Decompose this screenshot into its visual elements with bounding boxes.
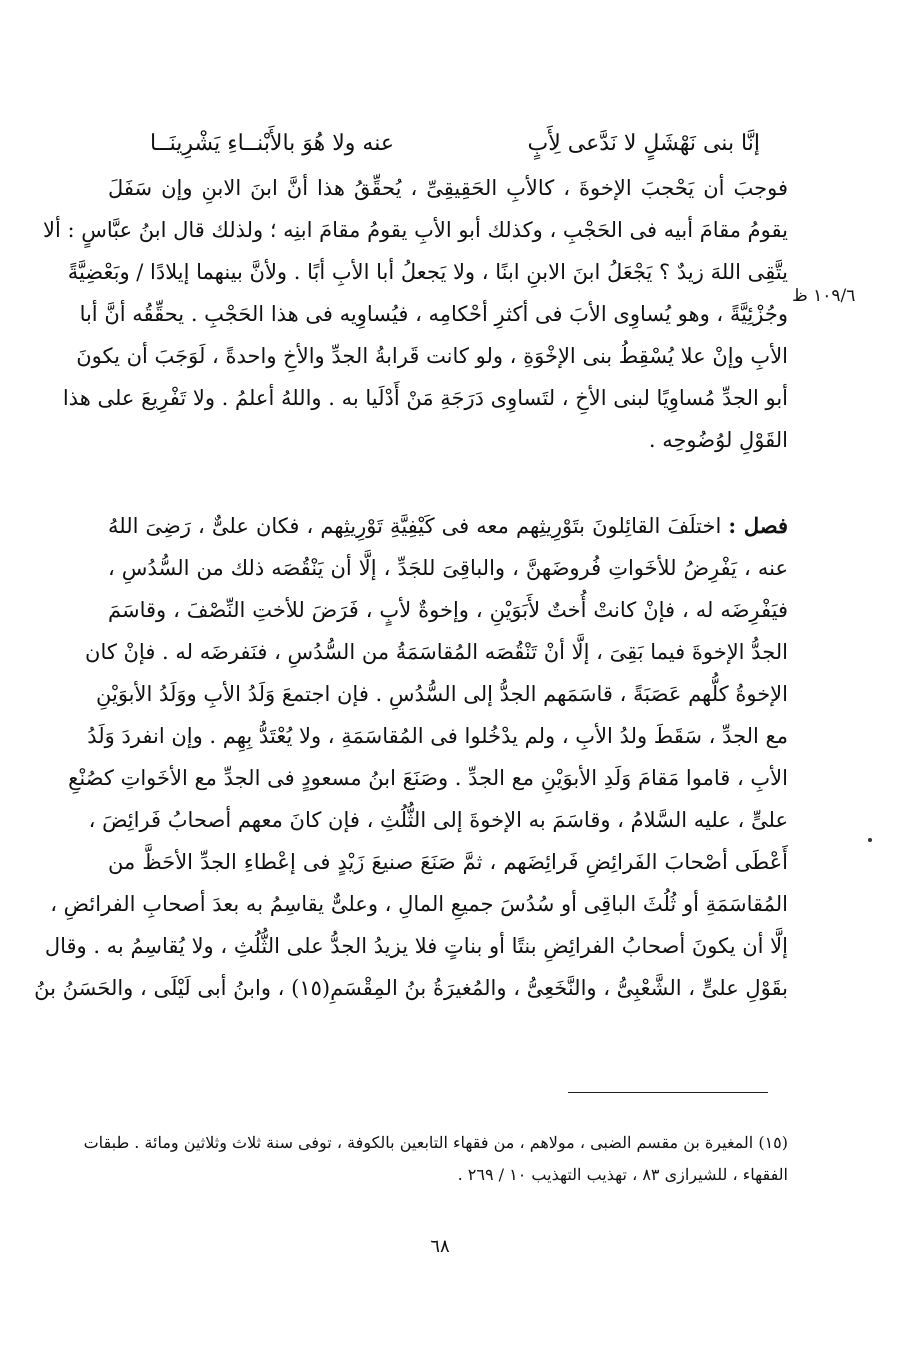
text-line-2: يقومُ مقامَ أبيه فى الحَجْبِ ، وكذلك أبو الأبِ يقومُ مقامَ ابنِه ؛ ولذلك قال ابنُ عبَّاسٍ : ألا <box>42 218 788 242</box>
fasl-paragraph-first-line <box>108 508 788 544</box>
text-line-14: الأبِ ، قاموا مَقامَ وَلَدِ الأبوَيْنِ مع الجدِّ . وصَنَعَ ابنُ مسعودٍ فى الجدِّ مع الأخَواتِ كصُنْعِ <box>68 766 788 790</box>
footnote-line-2: الفقهاء ، للشيرازى ٨٣ ، تهذيب التهذيب ١٠ / ٢٦٩ . <box>457 1165 788 1184</box>
text-line-11: الجدُّ الإخوةَ فيما بَقِىَ ، إلَّا أنْ تَنْقُصَه المُقاسَمَةُ من السُّدُسِ ، فنَفرضَه له . فإنْ كان <box>85 640 788 664</box>
verse-second-hemistich: عنه ولا هُوَ بالأَبْنــاءِ يَشْرِينَــا <box>150 131 394 156</box>
text-line-19: بقَوْلِ علىٍّ ، الشَّعْبِىُّ ، والنَّخَعِىُّ ، والمُغيرَةُ بنُ المِقْسَمِ(١٥) ، وابنُ أبى لَيْلَى ، والحَسَنُ بنُ <box>34 976 788 1000</box>
text-line-3: يتَّقِى اللهَ زيدٌ ؟ يَجْعَلُ ابنَ الابنِ ابنًا ، ولا يَجعلُ أبا الأبِ أبًا . ولأنَّ بينهما إيلادًا / وبَعْضِيَّةً <box>67 260 788 284</box>
text-line-9: عنه ، يَفْرِضُ للأخَواتِ فُروضَهنَّ ، والباقِىَ للجَدِّ ، إلَّا أن يَنْقُصَه ذلك من السُّدُسِ ، <box>108 556 788 580</box>
text-line-1: فوجبَ أن يَحْجبَ الإخوةَ ، كالأبِ الحَقِيقِىِّ ، يُحقِّقُ هذا أنَّ ابنَ الابنِ وإن سَفَلَ <box>108 176 788 200</box>
poetry-verse <box>150 124 760 164</box>
text-line-17: المُقاسَمَةِ أو ثُلُثَ الباقِى أو سُدُسَ جميعِ المالِ ، وعلىٌّ يقاسِمُ به بعدَ أصحابِ الفرائضِ ، <box>50 892 788 916</box>
margin-folio-marker: ١٠٩/٦ ظ <box>792 286 856 306</box>
text-line-10: فيَفْرِضَه له ، فإنْ كانتْ أُختٌ لأَبَوَيْنِ ، وإخوةٌ لأبٍ ، فَرَضَ للأختِ النِّصْفَ ، وقاسَمَ <box>108 598 788 622</box>
text-line-6: أبو الجدِّ مُساوِيًا لبنى الأخِ ، لتَساوِى دَرَجَةِ مَنْ أَدْلَيا به . واللهُ أعلمُ . ولا تَفْرِيعَ على هذا <box>62 386 788 410</box>
fasl-heading: فصل : <box>728 513 788 538</box>
text-line-4: وجُزْئِيَّةً ، وهو يُساوِى الأبَ فى أكثرِ أحْكامِه ، فيُساوِيه فى هذا الحَجْبِ . يحقِّقُه أنَّ أبا <box>79 302 788 326</box>
footnote-line-1: (١٥) المغيرة بن مقسم الضبى ، مولاهم ، من فقهاء التابعين بالكوفة ، توفى سنة ثلاث وثلاثين ومائة . طبقات <box>83 1133 788 1152</box>
fasl-line-text: اختلَفَ القائِلونَ بتَوْرِيثِهم معه فى كَيْفِيَّةِ تَوْرِيثِهم ، فكان علىٌّ ، رَضِىَ اللهُ <box>108 514 722 538</box>
text-line-15: علىٍّ ، عليه السَّلامُ ، وقاسَمَ به الإخوةَ إلى الثُّلُثِ ، فإن كانَ معهم أصحابُ فَرائِضَ ، <box>88 808 788 832</box>
text-line-12: الإخوةُ كلُّهم عَصَبَةً ، قاسَمَهم الجدُّ إلى السُّدُسِ . فإن اجتمعَ وَلَدُ الأبِ ووَلَدُ الأبوَيْنِ <box>95 682 788 706</box>
text-line-13: مع الجدِّ ، سَقَطَ ولدُ الأبِ ، ولم يدْخُلوا فى المُقاسَمَةِ ، ولا يُعْتَدُّ بِهِم . وإن انفردَ وَلَدُ <box>87 724 788 748</box>
text-line-5: الأبِ وإنْ علا يُسْقِطُ بنى الإخْوَةِ ، ولو كانت قَرابةُ الجدِّ والأخِ واحدةً ، لَوَجَبَ أن يكونَ <box>76 344 788 368</box>
footnote-separator <box>568 1092 768 1093</box>
verse-first-hemistich: إنَّا بنى نَهْشَلٍ لا نَدَّعى لِأَبٍ <box>527 131 760 156</box>
text-line-18: إلَّا أن يكونَ أصحابُ الفرائِضِ بنتًا أو بناتٍ فلا يزيدُ الجدُّ على الثُّلُثِ ، ولا يُقاسِمُ به . وقال <box>44 934 788 958</box>
text-line-7: القَوْلِ لوُضُوحِه . <box>648 428 788 452</box>
margin-dot <box>868 838 872 842</box>
text-line-16: أَعْطَى أصْحابَ الفَرائِضِ فَرائِضَهم ، ثمَّ صَنَعَ صنيعَ زَيْدٍ فى إعْطاءِ الجدِّ الأحَظَّ من <box>108 850 788 874</box>
page-number: ٦٨ <box>430 1236 450 1257</box>
